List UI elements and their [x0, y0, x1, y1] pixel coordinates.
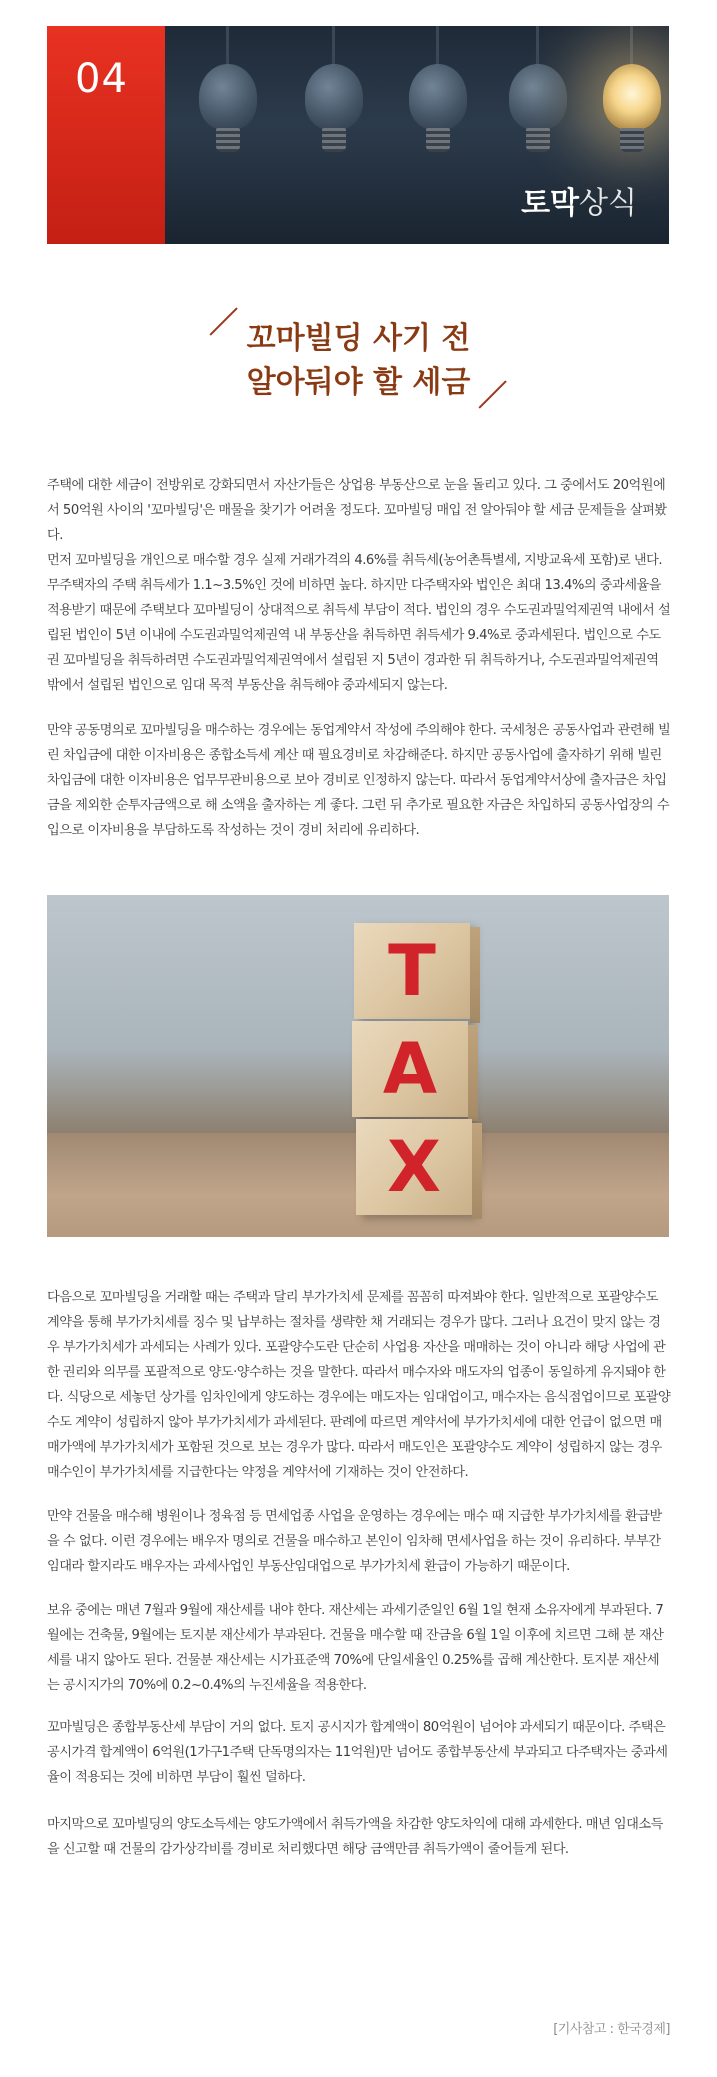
- body-paragraph: 먼저 꼬마빌딩을 개인으로 매수할 경우 실제 거래가격의 4.6%를 취득세(농어촌특별세, 지방교육세 포함)로 낸다. 무주택자의 주택 취득세가 1.1~3.5%인 것에 비하면 높다. 하지만 다주택자와 법인은 최대 13.4%의 중과세율을 적용받기 때문에 주택보다 꼬마빌딩이 상대적으로 취득세 부담이 적다. 법인의 경우 수도권과밀억제권역 내에서 설립된 법인이 5년 이내에 수도권과밀억제권역 내 부동산을 취득하면 취득세가 9.4%로 중과세된다. 법인으로 수도권 꼬마빌딩을 취득하려면 수도권과밀억제권역에서 설립된 지 5년이 경과한 뒤 취득하거나, 수도권과밀억제권역 밖에서 설립된 법인으로 임대 목적 부동산을 취득해야 중과세되지 않는다.: [47, 553, 671, 693]
- article-source: [기사참고 : 한국경제]: [553, 2022, 670, 2037]
- body-paragraph: 보유 중에는 매년 7월과 9월에 재산세를 내야 한다. 재산세는 과세기준일인 6월 1일 현재 소유자에게 부과된다. 7월에는 건축물, 9월에는 토지분 재산세가 부과된다. 건물을 매수할 때 잔금을 6월 1일 이후에 치르면 그해 분 재산세를 내지 않아도 된다. 건물분 재산세는 시가표준액 70%에 단일세율인 0.25%를 곱해 계산한다. 토지분 재산세는 공시지가의 70%에 0.2~0.4%의 누진세율을 적용한다.: [47, 1603, 664, 1693]
- wooden-block: [352, 1021, 468, 1117]
- block-letter: A: [382, 1028, 438, 1110]
- series-caption-bold: 토막: [521, 186, 580, 221]
- block-letter: X: [387, 1126, 441, 1208]
- number-panel: [47, 26, 165, 244]
- body-paragraph: 주택에 대한 세금이 전방위로 강화되면서 자산가들은 상업용 부동산으로 눈을 돌리고 있다. 그 중에서도 20억원에서 50억원 사이의 '꼬마빌딩'은 매물을 찾기가 어려울 정도다. 꼬마빌딩 매입 전 알아둬야 할 세금 문제들을 살펴봤다.: [47, 478, 667, 543]
- body-paragraph: 만약 건물을 매수해 병원이나 정육점 등 면세업종 사업을 운영하는 경우에는 매수 때 지급한 부가가치세를 환급받을 수 없다. 이런 경우에는 배우자 명의로 건물을 매수하고 본인이 임차해 면세사업을 하는 것이 유리하다. 부부간 임대라 할지라도 배우자는 과세사업인 부동산임대업으로 부가가치세 환급이 가능하기 때문이다.: [47, 1509, 662, 1574]
- series-caption: [521, 178, 637, 222]
- body-paragraph: 꼬마빌딩은 종합부동산세 부담이 거의 없다. 토지 공시지가 합계액이 80억원이 넘어야 과세되기 때문이다. 주택은 공시가격 합계액이 6억원(1가구1주택 단독명의자는 11억원)만 넘어도 종합부동산세 부과되고 다주택자는 중과세율이 적용되는 것에 비하면 부담이 훨씬 덜하다.: [47, 1720, 668, 1785]
- hero-banner: [47, 26, 669, 244]
- tax-blocks-photo: [47, 895, 669, 1237]
- body-paragraph: 만약 공동명의로 꼬마빌딩을 매수하는 경우에는 동업계약서 작성에 주의해야 한다. 국세청은 공동사업과 관련해 빌린 차입금에 대한 이자비용은 종합소득세 계산 때 필요경비로 차감해준다. 하지만 공동사업에 출자하기 위해 빌린 차입금에 대한 이자비용은 업무무관비용으로 보아 경비로 인정하지 않는다. 따라서 동업계약서상에 출자금은 차입금을 제외한 순투자금액으로 해 소액을 출자하는 게 좋다. 그런 뒤 추가로 필요한 자금은 차입하되 공동사업장의 수입으로 이자비용을 부담하도록 작성하는 것이 경비 처리에 유리하다.: [47, 723, 671, 838]
- wooden-block: [354, 923, 470, 1019]
- body-paragraph: 다음으로 꼬마빌딩을 거래할 때는 주택과 달리 부가가치세 문제를 꼼꼼히 따져봐야 한다. 일반적으로 포괄양수도 계약을 통해 부가가치세를 징수 및 납부하는 절차를 생략한 채 거래되는 경우가 많다. 그러나 요건이 맞지 않는 경우 부가가치세가 과세되는 사례가 있다. 포괄양수도란 단순히 사업용 자산을 매매하는 것이 아니라 해당 사업에 관한 권리와 의무를 포괄적으로 양도·양수하는 것을 말한다. 따라서 매수자와 매도자의 업종이 동일하게 유지돼야 한다. 식당으로 세놓던 상가를 임차인에게 양도하는 경우에는 매도자는 임대업이고, 매수자는 음식점업이므로 포괄양수도 계약이 성립하지 않아 부가가치세가 과세된다. 판례에 따르면 계약서에 부가가치세에 대한 언급이 없으면 매매가액에 부가가치세가 포함된 것으로 보는 경우가 많다. 따라서 매도인은 포괄양수도 계약이 성립하지 않는 경우 매수인이 부가가치세를 지급한다는 약정을 계약서에 기재하는 것이 안전하다.: [47, 1290, 671, 1480]
- article-title-line1: 꼬마빌딩 사기 전: [246, 321, 471, 356]
- section-number: 04: [75, 56, 128, 102]
- article-title-line2: 알아둬야 할 세금: [246, 365, 471, 400]
- series-caption-light: 상식: [579, 186, 637, 221]
- title-block: [0, 300, 717, 425]
- wooden-block: [356, 1119, 472, 1215]
- block-letter: T: [388, 930, 436, 1012]
- body-paragraph: 마지막으로 꼬마빌딩의 양도소득세는 양도가액에서 취득가액을 차감한 양도차익에 대해 과세한다. 매년 임대소득을 신고할 때 건물의 감가상각비를 경비로 처리했다면 해당 금액만큼 취득가액이 줄어들게 된다.: [47, 1817, 663, 1857]
